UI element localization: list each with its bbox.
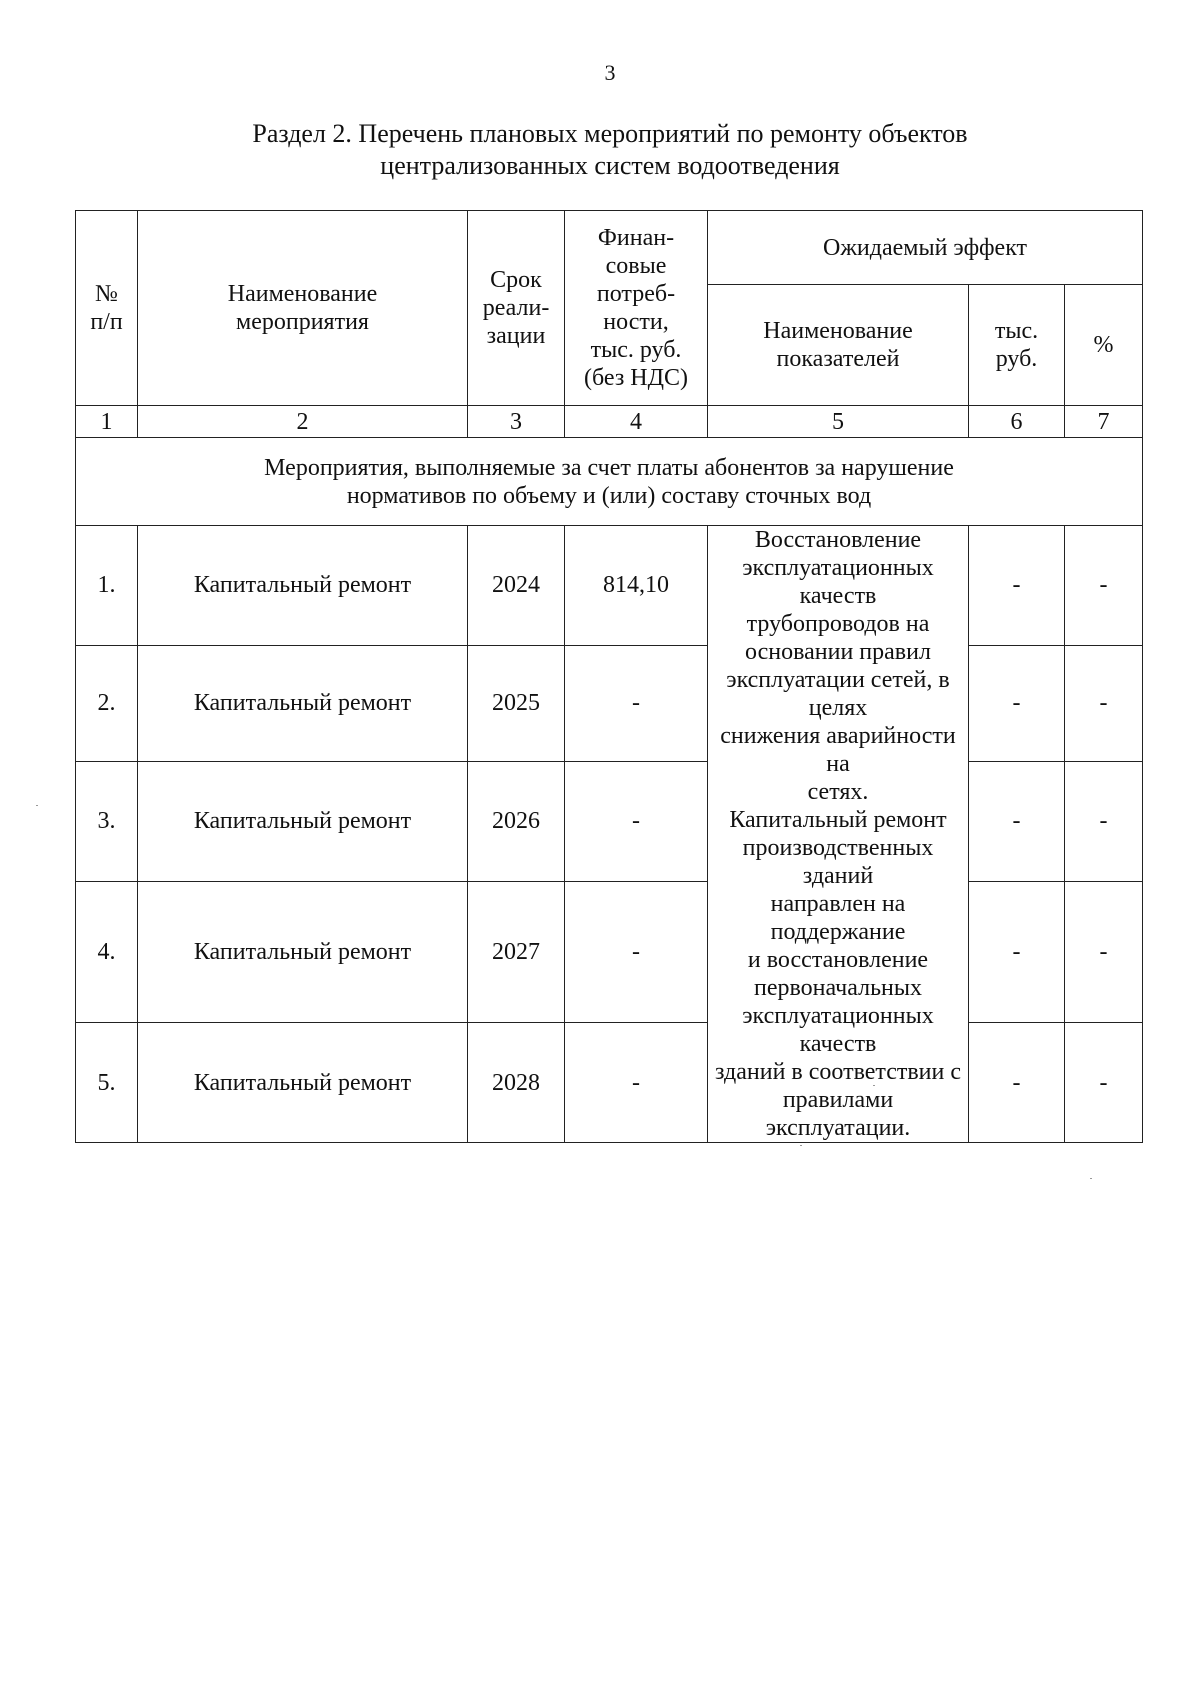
row-percent: - <box>1065 1023 1143 1143</box>
header-num-line-2: п/п <box>90 309 123 335</box>
effect-line: направлен на поддержание <box>770 891 906 945</box>
section-title <box>0 118 1200 182</box>
effect-line: производственных зданий <box>742 835 934 889</box>
header-num-line-1: № <box>95 281 118 307</box>
row-num: 1. <box>76 526 138 646</box>
header-finance-line-2: совые <box>605 253 667 279</box>
column-number-2: 2 <box>138 406 468 438</box>
row-thousand-rub: - <box>969 1023 1065 1143</box>
table-row <box>76 881 1143 1023</box>
effect-description <box>708 526 969 1143</box>
header-name-line-2: мероприятия <box>236 309 369 335</box>
section-heading-line-2: нормативов по объему и (или) составу сточных вод <box>346 482 872 509</box>
scan-speck <box>1090 1178 1092 1179</box>
row-finance: - <box>565 762 708 882</box>
effect-line: основании правил <box>745 639 931 665</box>
row-name: Капитальный ремонт <box>138 762 468 882</box>
header-indicator-line-2: показателей <box>776 346 900 372</box>
header-indicator <box>708 285 969 406</box>
effect-line: эксплуатационных качеств <box>742 1003 934 1057</box>
header-finance-line-1: Финан- <box>597 225 675 251</box>
column-number-6: 6 <box>969 406 1065 438</box>
table-row <box>76 526 1143 646</box>
scan-speck <box>36 805 38 806</box>
page-number: 3 <box>604 60 616 85</box>
header-thousand-rub <box>969 285 1065 406</box>
column-number-5: 5 <box>708 406 969 438</box>
row-year: 2024 <box>468 526 565 646</box>
effect-line: Капитальный ремонт <box>729 807 947 833</box>
header-name-line-1: Наименование <box>227 281 378 307</box>
effect-line: сетях. <box>807 779 869 805</box>
table-row <box>76 762 1143 882</box>
column-number-1: 1 <box>76 406 138 438</box>
row-num: 3. <box>76 762 138 882</box>
row-year: 2025 <box>468 645 565 761</box>
header-name <box>138 211 468 406</box>
row-percent: - <box>1065 645 1143 761</box>
effect-line: снижения аварийности на <box>720 723 956 777</box>
section-heading-line-1: Мероприятия, выполняемые за счет платы абонентов за нарушение <box>264 454 954 481</box>
section-heading <box>76 438 1143 526</box>
header-term <box>468 211 565 406</box>
effect-line: зданий в соответствии с <box>714 1059 962 1085</box>
row-name: Капитальный ремонт <box>138 1023 468 1143</box>
row-year: 2028 <box>468 1023 565 1143</box>
header-term-line-1: Срок <box>490 267 542 293</box>
table-row <box>76 1023 1143 1143</box>
header-finance-line-4: ности, <box>603 309 669 335</box>
row-thousand-rub: - <box>969 526 1065 646</box>
row-percent: - <box>1065 881 1143 1023</box>
effect-line: и восстановление <box>747 947 929 973</box>
row-thousand-rub: - <box>969 762 1065 882</box>
section-title-line-1: Раздел 2. Перечень плановых мероприятий по ремонту объектов <box>252 119 968 148</box>
header-finance-line-3: потреб- <box>596 281 676 307</box>
effect-line: правилами эксплуатации. <box>765 1087 911 1141</box>
header-finance-line-5: тыс. руб. <box>590 337 682 363</box>
row-finance: - <box>565 1023 708 1143</box>
row-percent: - <box>1065 762 1143 882</box>
effect-line: Восстановление <box>754 527 922 553</box>
row-num: 4. <box>76 881 138 1023</box>
row-finance: - <box>565 645 708 761</box>
row-num: 2. <box>76 645 138 761</box>
header-finance <box>565 211 708 406</box>
header-effect-group: Ожидаемый эффект <box>708 211 1143 285</box>
header-term-line-2: реали- <box>482 295 550 321</box>
plan-table <box>75 210 1143 1143</box>
column-number-4: 4 <box>565 406 708 438</box>
row-year: 2027 <box>468 881 565 1023</box>
table-row <box>76 645 1143 761</box>
row-finance: 814,10 <box>565 526 708 646</box>
row-name: Капитальный ремонт <box>138 881 468 1023</box>
row-num: 5. <box>76 1023 138 1143</box>
row-finance: - <box>565 881 708 1023</box>
row-year: 2026 <box>468 762 565 882</box>
scan-speck <box>873 1085 875 1086</box>
row-thousand-rub: - <box>969 645 1065 761</box>
header-term-line-3: зации <box>486 323 546 349</box>
header-indicator-line-1: Наименование <box>763 318 913 344</box>
header-num <box>76 211 138 406</box>
header-thousand-rub-line-1: тыс. <box>994 318 1039 344</box>
column-number-3: 3 <box>468 406 565 438</box>
effect-line: трубопроводов на <box>746 611 930 637</box>
row-thousand-rub: - <box>969 881 1065 1023</box>
header-percent: % <box>1065 285 1143 406</box>
row-percent: - <box>1065 526 1143 646</box>
effect-line: эксплуатации сетей, в целях <box>726 667 950 721</box>
row-name: Капитальный ремонт <box>138 645 468 761</box>
scan-speck <box>800 1145 802 1146</box>
row-name: Капитальный ремонт <box>138 526 468 646</box>
column-number-7: 7 <box>1065 406 1143 438</box>
header-thousand-rub-line-2: руб. <box>995 346 1038 372</box>
section-title-line-2: централизованных систем водоотведения <box>380 151 840 180</box>
effect-line: первоначальных <box>753 975 923 1001</box>
effect-line: эксплуатационных качеств <box>742 555 934 609</box>
header-finance-line-6: (без НДС) <box>583 365 688 391</box>
